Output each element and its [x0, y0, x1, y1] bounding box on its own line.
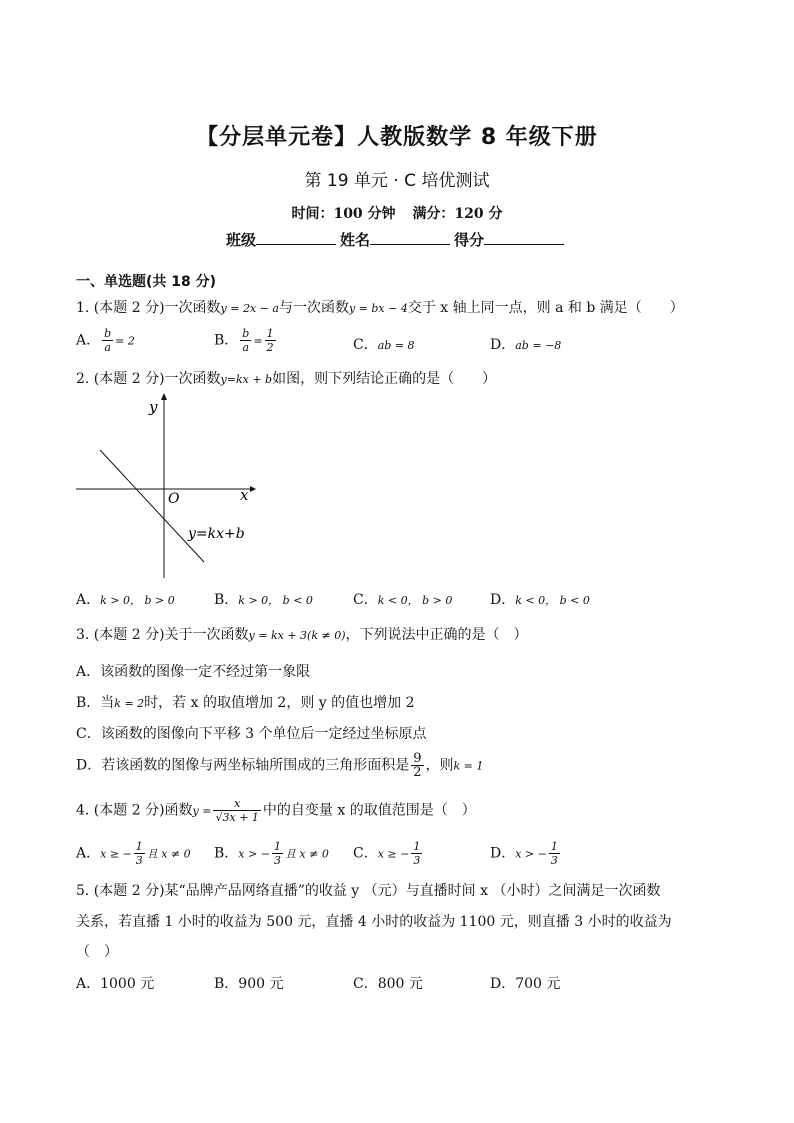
name-label: 姓名	[339, 231, 370, 249]
class-label: 班级	[225, 231, 256, 249]
numerator: 1	[266, 327, 274, 340]
q4-lhs: y =	[192, 804, 212, 818]
x-axis-arrow	[250, 486, 256, 492]
question-5-line-2: 关系，若直播 1 小时的收益为 500 元，直播 4 小时的收益为 1100 元，则直播 3 小时的收益为	[76, 914, 672, 930]
q1-prefix: 1. (本题 2 分)一次函数	[76, 300, 221, 316]
option-letter: A．	[76, 845, 101, 862]
full-score: 满分：120 分	[412, 206, 503, 222]
denominator: 2	[266, 341, 274, 354]
option-math: k = 2	[114, 697, 145, 710]
option-letter: C．	[353, 592, 378, 608]
q3-prefix: 3. (本题 2 分)关于一次函数	[76, 627, 249, 643]
option-expr: x > −	[515, 847, 547, 861]
question-3	[76, 624, 528, 644]
question-1	[76, 297, 684, 317]
question-2	[76, 368, 496, 388]
rhs: = 2	[115, 334, 135, 348]
question-5-line-3: （ ）	[76, 944, 118, 960]
q3-option-a[interactable]: A．该函数的图像一定不经过第一象限	[76, 664, 311, 680]
exam-info	[0, 203, 794, 223]
page-title: 【分层单元卷】人教版数学 8 年级下册	[196, 125, 598, 150]
option-expr: k > 0， b < 0	[238, 594, 313, 607]
q1-function-2: y = bx − 4	[348, 302, 408, 315]
y-axis-label: y	[149, 398, 158, 416]
q5-option-b[interactable]: B．900 元	[214, 976, 284, 992]
option-expr: ab = 8	[377, 339, 415, 352]
denominator: √3x + 1	[215, 811, 259, 824]
q3-option-d[interactable]	[76, 752, 483, 779]
q4-prefix: 4. (本题 2 分)函数	[76, 802, 193, 819]
numerator: x	[213, 797, 260, 811]
q1-function-1: y = 2x − a	[220, 302, 279, 315]
option-letter: B．	[214, 332, 239, 349]
line-label: y=kx+b	[188, 526, 245, 542]
option-text: D．若该函数的图像与两坐标轴所围成的三角形面积是	[76, 757, 410, 774]
q2-option-c[interactable]	[353, 589, 452, 609]
denominator: 2	[413, 765, 422, 780]
q4-suffix: 中的自变量 x 的取值范围是（ ）	[262, 802, 476, 819]
q3-option-b[interactable]	[76, 692, 415, 712]
question-4	[76, 797, 476, 824]
linear-function-graph	[70, 390, 270, 585]
option-expr: k < 0， b < 0	[515, 594, 590, 607]
numerator: 1	[135, 840, 143, 853]
q3-option-c[interactable]: C．该函数的图像向下平移 3 个单位后一定经过坐标原点	[76, 726, 427, 742]
time-limit: 时间：100 分钟	[291, 206, 396, 222]
q1-option-a[interactable]	[76, 327, 135, 354]
function-line	[100, 450, 204, 562]
option-letter: A．	[76, 592, 101, 608]
q5-option-c[interactable]: C．800 元	[353, 976, 423, 992]
section-title: 一、单选题(共 18 分)	[76, 274, 217, 290]
option-math: k = 1	[453, 759, 484, 773]
option-expr: ab = −8	[515, 339, 562, 352]
denominator: 3	[135, 854, 143, 867]
fraction	[102, 327, 113, 354]
fraction	[265, 327, 276, 354]
student-fields	[0, 229, 794, 250]
q2-option-d[interactable]	[490, 589, 590, 609]
fraction	[134, 840, 145, 867]
fraction	[411, 752, 423, 779]
q4-option-b[interactable]	[214, 840, 329, 867]
question-5-line-1: 5. (本题 2 分)某“品牌产品网络直播”的收益 y （元）与直播时间 x （小时）之间满足一次函数	[76, 883, 661, 899]
q1-option-d[interactable]	[490, 334, 561, 354]
option-letter: D．	[490, 592, 516, 608]
fraction	[213, 797, 260, 824]
equals: =	[253, 334, 263, 348]
option-letter: D．	[490, 845, 516, 862]
q5-option-d[interactable]: D．700 元	[490, 976, 561, 992]
option-letter: D．	[490, 337, 516, 353]
class-blank[interactable]	[256, 230, 336, 245]
option-text: ，则	[425, 757, 454, 774]
fraction	[272, 840, 283, 867]
numerator: b	[104, 327, 112, 340]
denominator: 3	[413, 854, 421, 867]
q5-option-a[interactable]: A．1000 元	[76, 976, 155, 992]
fraction	[240, 327, 251, 354]
x-axis-label: x	[240, 486, 249, 504]
option-expr: 且 x ≠ 0	[284, 847, 329, 861]
option-expr: 且 x ≠ 0	[146, 847, 191, 861]
numerator: 1	[550, 840, 558, 853]
option-letter: C．	[353, 337, 378, 353]
denominator: a	[104, 341, 111, 354]
numerator: 9	[413, 751, 422, 766]
q3-suffix: ，下列说法中正确的是（ ）	[345, 627, 528, 643]
q1-option-c[interactable]	[353, 334, 415, 354]
option-expr: x ≥ −	[377, 847, 410, 861]
q2-option-a[interactable]	[76, 589, 175, 609]
q2-option-b[interactable]	[214, 589, 313, 609]
numerator: b	[242, 327, 250, 340]
option-letter: B．	[214, 845, 239, 862]
fraction	[549, 840, 560, 867]
name-blank[interactable]	[370, 230, 450, 245]
q1-suffix: 交于 x 轴上同一点，则 a 和 b 满足（ ）	[407, 300, 684, 316]
q4-option-d[interactable]	[490, 840, 562, 867]
q1-option-b[interactable]	[214, 327, 278, 354]
y-axis-arrow	[161, 393, 167, 400]
q1-mid: 与一次函数	[278, 300, 349, 316]
option-expr: k > 0， b > 0	[100, 594, 175, 607]
option-text: B．当	[76, 695, 115, 711]
option-expr: x ≥ −	[100, 847, 132, 861]
denominator: 3	[550, 854, 558, 867]
q4-option-a[interactable]	[76, 840, 191, 867]
q2-function: y=kx + b	[220, 373, 273, 386]
denominator: 3	[273, 854, 281, 867]
numerator: 1	[273, 840, 281, 853]
q2-suffix: 如图，则下列结论正确的是（ ）	[272, 371, 497, 387]
origin-label: O	[168, 491, 180, 507]
denominator: a	[242, 341, 250, 354]
option-letter: A．	[76, 332, 101, 349]
option-letter: C．	[353, 845, 378, 862]
fraction	[411, 840, 422, 867]
score-blank[interactable]	[484, 230, 564, 245]
option-expr: k < 0， b > 0	[377, 594, 453, 607]
option-letter: B．	[214, 592, 239, 608]
q4-option-c[interactable]	[353, 840, 424, 867]
option-expr: x > −	[238, 847, 270, 861]
q3-function: y = kx + 3(k ≠ 0)	[248, 629, 346, 642]
option-text: 时，若 x 的取值增加 2，则 y 的值也增加 2	[144, 695, 415, 711]
q2-prefix: 2. (本题 2 分)一次函数	[76, 371, 221, 387]
page-subtitle: 第 19 单元 · C 培优测试	[304, 171, 490, 191]
score-label: 得分	[454, 231, 485, 249]
numerator: 1	[413, 840, 421, 853]
